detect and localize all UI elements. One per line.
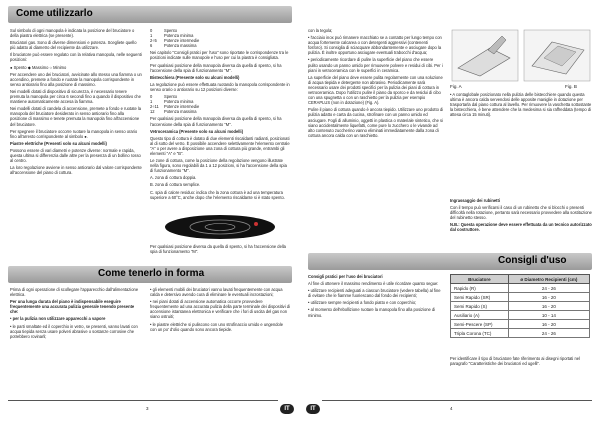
footer-rule <box>322 400 592 401</box>
column-right <box>450 92 592 119</box>
list-item: • l'acciaio inox può rimanere macchiato se a contatto per lungo tempo con acqua fortemente calcarea o con detergenti aggressivi (contenenti fosforo). Si consiglia di sciacquare abbondantemente e asciugare dopo la pulizia. È inoltre opportuno asciugare eventuali trabocchi d'acqua; <box>308 35 442 56</box>
list-item: 12 Potenza massima <box>150 109 197 115</box>
burner-table <box>450 274 590 338</box>
column-left <box>10 28 142 177</box>
list-item: A. zona di cottura doppia. <box>150 175 197 181</box>
subheading: Piastre elettriche (Presenti solo su alcuni modelli) <box>10 140 107 146</box>
figure-b-caption: Fig. B <box>565 84 577 89</box>
list-item: 1 Potenza minima <box>150 99 194 105</box>
list-item: • al momento dell'ebollizione ruotare la manopola fino alla posizione di minimo. <box>308 307 436 318</box>
paragraph: Nei capitolo "Consigli pratici per l'uso" sono riportate le corrispondenze tra le posizioni indicate sulle manopole e l'uso per cui la piastra è consigliata. <box>150 50 289 61</box>
paragraph: con la tegola; <box>308 28 333 33</box>
paragraph: La superficie del piano deve essere pulita regolarmente con una soluzione di acqua tiepida e detergente non abrasivo. Periodicamente sarà necessario usare dei prodotti specifici per la pulizia dei piani di cottura in vetroceramica. Dopo l'utilizzo pulire il piano da sporco e da residui di cibo con una spugnetta o con un raschietto per la pulizia per esempio CERAPLUS (non in dotazione) (Fig. A). <box>308 74 443 106</box>
paragraph: Sul simbolo di ogni manopola è indicata la posizione del bruciatore o della piastra elettrica (se presente). <box>10 28 135 39</box>
ceramic-hob-illustration <box>160 212 280 242</box>
list-item: 6 Potenza massima <box>150 43 197 49</box>
section-title: Consigli d'uso <box>498 255 567 266</box>
list-item: 0 Spento <box>150 28 177 33</box>
subheading: Vetroceramica (Presente solo su alcuni modelli) <box>150 128 244 134</box>
list-item: • utilizzare recipienti adeguati a ciascun bruciatore (vedere tabella) al fine di evitare che le fiamme fuoriescano dal fondo dei recipienti; <box>308 288 441 299</box>
section-title: Come utilizzarlo <box>16 8 93 19</box>
section-title: Come tenerlo in forma <box>98 268 205 279</box>
paragraph: Con il tempo può verificarsi il caso di un rubinetto che si blocchi o presenti difficoltà nella rotazione, pertanto sarà necessario provvedere alla sostituzione del rubinetto stesso. <box>450 205 592 221</box>
list-item: • le parti smaltate ed il coperchio in vetro, se presenti, vanno lavati con acqua tiepida senza usare polveri abrasive o sostanze corrosive che potrebbero rovinarli; <box>10 323 138 339</box>
column-left-bottom <box>10 287 142 341</box>
column-right <box>150 28 290 202</box>
paragraph: Le zone di cottura, come la posizione della regolazione vengono illustrate nella figura, sono regolabili da 1 a 12 posizioni, si ha l'accensione della spia di funzionamento "M". <box>150 158 287 174</box>
page-4 <box>300 0 600 424</box>
paragraph: Per qualsiasi posizione della manopola diversa da quella di spento, si ha l'accensione della spia di funzionamento "M". <box>150 116 282 127</box>
column-right-bottom <box>150 287 290 334</box>
paragraph: La regolazione può essere effettuata ruotando la manopola corrispondente in senso orario o antiorario su 12 posizioni diverse: <box>150 81 290 92</box>
paragraph: Bruciatori gas. Sono di diverse dimensioni e potenza. Scegliete quello più adatto al diametro del recipiente da utilizzare. <box>10 40 137 51</box>
table-header: Bruciatore <box>451 275 509 284</box>
list-item: • per la pulizia non utilizzare apparecchi a vapore <box>10 316 106 322</box>
footer-rule <box>8 400 278 401</box>
column-left <box>308 28 444 140</box>
maintenance-block <box>450 198 592 235</box>
paragraph: Al fine di ottenere il massimo rendimento è utile ricordare quanto segue: <box>308 281 439 287</box>
list-item: • periodicamente ricordare di pulire la superficie del piano che essere pulito usando un panno umido per rimuovere polvere e residui di cibi. Per i piani in vetroceramica con le superfici in ceramica. <box>308 57 443 73</box>
tips-column <box>308 274 444 320</box>
figure-a-illustration <box>450 28 520 83</box>
paragraph: Per accendere uno dei bruciatori, avvicinate allo stesso una fiamma o un accendino, premete a fondo e ruotate la manopola corrispondente in senso antiorario fino alla posizione di massimo. <box>10 71 142 87</box>
page-number: 4 <box>450 406 453 411</box>
table-row: Ausiliario (A) 10 - 14 <box>451 311 590 320</box>
list-item: C. spia di calore residuo: indica che la zona cottura è ad una temperatura superiore a 60°C, anche dopo che l'elemento riscaldante si è stato spento. <box>150 189 285 200</box>
paragraph: Per una lunga durata del piano è indispensabile eseguire frequentemente una accurata pulizia generale tenendo presente che: <box>10 299 135 315</box>
griddle-positions-list <box>150 94 290 114</box>
figure-a-caption: Fig. A <box>450 84 462 89</box>
paragraph: La loro regolazione avviene in senso antiorario dal valore corrispondente all'accensione del piano di cottura. <box>10 165 142 176</box>
list-item: • A contaglobale posizionato nella pulizia delle bistecchiere quando questa ultima è ancora calda servendosi delle apposite maniglie in dotazione per trasportarla dal piano cottura al lavello. Per rimuovere la vaschetta sottostante la bistecchiera, è bene attendere che la medesima si sia raffreddata (tempo di attesa circa 15 minuti). <box>450 92 592 118</box>
figure-b-illustration <box>522 28 592 83</box>
language-badge: IT <box>280 404 294 414</box>
subheading: Consigli pratici per l'uso dei bruciatori <box>308 274 383 279</box>
paragraph: Per spegnere il bruciatore occorre ruotare la manopola in senso orario fino all'arresto corrispondente al simbolo ●. <box>10 128 138 139</box>
symbol-legend: ● Spento ◆ Massimo ○ Minimo <box>10 64 67 70</box>
list-item: B. zona di cottura semplice. <box>150 182 201 188</box>
table-note: Per identificare il tipo di bruciatore fate riferimento ai disegni riportati nel paragrafo "Caratteristiche dei bruciatori ed ugelli". <box>450 356 580 367</box>
language-badge: IT <box>306 404 320 414</box>
table-row: Rapido (R) 24 - 26 <box>451 284 590 293</box>
table-row: Semi-Pescere (SP) 16 - 20 <box>451 320 590 329</box>
list-item: • le piastre elettriche si puliscono con uno strofinaccio umido e ungendole con un po' d'olio quando sono ancora tiepide. <box>150 321 283 332</box>
paragraph: Prima di ogni operazione di scollegare l'apparecchio dall'alimentazione elettrica. <box>10 287 139 298</box>
table-row: Semi Rapido (S) 16 - 20 <box>451 302 590 311</box>
paragraph: Per qualsiasi posizione della manopola diversa da quella di spento, si ha l'accensione della spia di funzionamento "M". <box>150 62 282 73</box>
list-item: 2÷5 Potenze intermedie <box>150 38 200 44</box>
paragraph: Questo tipo di cottura è dotato di due elementi riscaldanti radianti, posizionati al di sotto del vetro. È possibile accendere selettivamente l'elemento centrale "A" o per avere a disposizione una zona di cottura più grande, entrambi gli elementi "A" e "B". <box>150 135 290 156</box>
section-header-bar <box>8 266 292 283</box>
knob-positions-list <box>150 28 290 48</box>
list-item: • nei piani dotati di accensione automatica occorre provvedere frequentemente ad una accurata pulizia della parte terminale dei dispositivi di accensione istantanea elettronica e verificare che i fori di uscita del gas non siano ostruiti; <box>150 299 290 320</box>
note: N.B.: Questa operazione deve essere effettuata da un tecnico autorizzato dal costruttore. <box>450 222 592 233</box>
paragraph: Pulire il piano di cottura quando è ancora tiepido. Utilizzare uno prodotto di pulizia adatto e carta da cucina, strofinare con un panno umido ed asciugare. Fogli di alluminio, oggetti in plastica o materiale sintetico, che si siano accidentalmente liquefatti, come pure lo zucchero o le vivande ad alto contenuto zuccherino vanno eliminati immediatamente dalla zona di cottura ancora calda con un raschietto. <box>308 107 444 138</box>
paragraph: Possono essere di vari diametri e potenze diverse: normale e rapida, questa ultima si differenzia dalle altre per la presenza di un bollino rosso al centro. <box>10 147 141 164</box>
list-item: 2÷11 Potenze intermedie <box>150 104 200 110</box>
subheading: Bistecchiera (Presente solo su alcuni modelli) <box>150 74 240 80</box>
paragraph: Nei modelli dotati di dispositivo di sicurezza, è necessario tenere premuta la manopola per circa 6 secondi fino a quando il dispositivo che mantiene automaticamente accesa la fiamma. <box>10 88 141 105</box>
page-number: 3 <box>146 406 149 411</box>
subheading: Ingrassaggio dei rubinetti <box>450 198 501 203</box>
table-header: ø Diametro Recipienti (cm) <box>508 275 589 284</box>
list-item: 1 Potenza minima <box>150 33 194 39</box>
list-item: • gli elementi mobili dei bruciatori vanno lavati frequentemente con acqua calda e detersivo avendo cura di eliminare le eventuali incrostazioni; <box>150 287 283 298</box>
paragraph: Nei modelli dotati di candela di accensione, premete a fondo e ruotate la manopola del bruciatore desiderato in senso antiorario fino alla posizione di massimo e tenete premuta la manopola fino all'accensione del bruciatore. <box>10 106 142 127</box>
table-row: Semi Rapido (SR) 16 - 20 <box>451 293 590 302</box>
table-row: Tripla Corona (TC) 24 - 26 <box>451 329 590 338</box>
paragraph: Il bruciatore può essere regolato con la relativa manopola, nelle seguenti posizioni: <box>10 52 142 63</box>
list-item: • utilizzare sempre recipienti a fondo piatto e con coperchio; <box>308 300 417 306</box>
section-header-bar <box>308 253 592 270</box>
section-header-bar <box>8 6 292 23</box>
list-item: 0 Spento <box>150 94 177 100</box>
paragraph: Per qualsiasi posizione diversa da quella di spento, si ha l'accensione della spia di funzionamento "M". <box>150 244 286 255</box>
